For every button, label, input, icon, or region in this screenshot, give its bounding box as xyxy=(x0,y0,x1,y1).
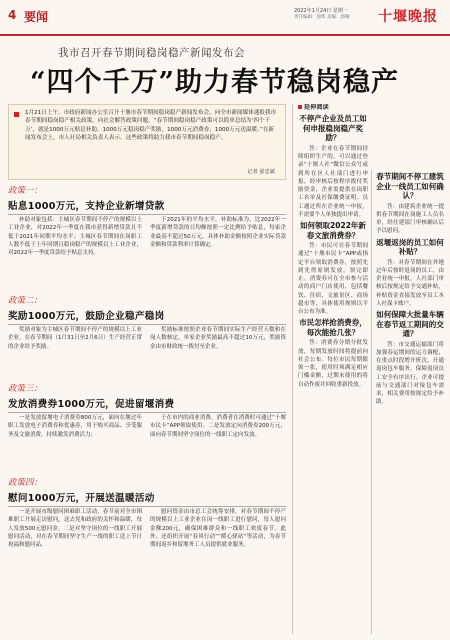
policy-title: 奖励1000万元，鼓励企业稳产稳岗 xyxy=(8,311,165,322)
article-column xyxy=(150,326,286,376)
main-headline: “四个千万”助力春节稳岗稳产 xyxy=(30,67,400,98)
paragraph: 于2021年的平均水平。补助标准为，比2022年一季度新增贷款的日均额按照一定比例给予贴息，每家企业最高不超过50万元，具体补助金额按照企业实际贷款金额和贷款利率计算确定。 xyxy=(150,217,286,248)
page-number: 4 xyxy=(8,8,17,22)
question-heading: 如何领取2022年新春文旅消费券？ xyxy=(300,221,366,240)
answer-text: 答：消费券分期分批发放，每期发放时间将提前向社会公布。每位市民每期限领一张，使用时须满足相应门槛金额，过期未使用的将自动作废并回收重新投放。 xyxy=(298,340,368,388)
paragraph: 奖励对象为主城区春节期间不停产的规模以上工业企业，在春节期间（1月31日至2月6日）生产经营正常的企业给予奖励。 xyxy=(8,327,142,350)
article-column xyxy=(8,216,142,288)
article-column xyxy=(150,508,286,634)
policy-kicker: 政策四： xyxy=(8,478,43,488)
lead-marker-icon xyxy=(14,112,19,117)
article-column xyxy=(8,414,142,472)
header-rule xyxy=(0,34,450,36)
divider xyxy=(8,214,286,215)
policy-heading-2 xyxy=(8,294,286,325)
article-column xyxy=(150,216,286,288)
policy-title: 发放消费券1000万元，促进留堰消费 xyxy=(8,399,175,410)
column-divider xyxy=(371,170,372,634)
paragraph: 慰问资金由市总工会统筹安排，对春节期间不停产的规模以上工业企业在岗一线职工进行慰问，每人慰问金额200元，确保困难群众和一线职工欢度春节。此外，还组织开展“春风行动”“暖心驿站”等活动，为春节期间返乡和留堰务工人员提供就业服务。 xyxy=(150,509,286,548)
section-name: 要闻 xyxy=(24,10,49,24)
lead-box xyxy=(8,104,286,180)
answer-text: 答：由建筑企业统一提供春节期间在岗施工人员名单，经住建部门审核确认后予以慰问。 xyxy=(376,203,444,235)
headline-kicker: 我市召开春节期间稳岗稳产新闻发布会 xyxy=(58,47,245,59)
lead-text: 1月21日上午，市政府新闻办公室召开十堰市春节期间稳岗稳产新闻发布会，向全市新闻媒体通报我市春节期间稳岗稳产相关政策，向社会解答政策问题。“春节期间稳岗稳产政策可以简单总结为‘四个千万’，就是1000万元贴息补助，1000万元稳岗稳产奖励，1000万元消费券，1000万元送温暖。”在新闻发布会上，市人社局相关负责人表示，这些政策将助力我市春节期间稳岗稳产。 xyxy=(25,110,277,142)
answer-text: 答：对春节期间在外地过年后按时返岗的员工，由企业统一申报，人社部门审核后按规定给予交通补贴，补贴资金直接发放至员工本人社保卡账户。 xyxy=(376,259,444,307)
page-header xyxy=(0,0,450,44)
paragraph: 一是开展市级慰问困难职工活动，春节前对全市困难职工开展走访慰问，送去党和政府的关怀和温暖，每人发放500元慰问金。二是对坚守岗位的一线职工开展慰问活动，对在春节期间坚守生产一线的职工送上节日祝福和慰问品。 xyxy=(8,509,142,548)
policy-kicker: 政策二： xyxy=(8,296,43,306)
policy-heading-1 xyxy=(8,184,286,215)
sidebar-column-1 xyxy=(298,104,368,634)
paragraph: 一是发放留堰电子消费券800万元，面向在堰过年职工发放电子消费券和优惠券，用于购买商品、享受服务及文旅消费，持续激发消费活力； xyxy=(8,415,142,438)
divider xyxy=(8,506,286,507)
byline: 记者 晏忠斌 xyxy=(247,168,275,175)
article-column xyxy=(8,508,142,634)
editor-credits: 责任编辑：徐辉 美编：郭琳 xyxy=(294,15,350,20)
issue-date: 2022年1月24日 星期一 xyxy=(294,8,348,14)
policy-title: 贴息1000万元，支持企业新增贷款 xyxy=(8,201,165,212)
sidebar-column-2 xyxy=(376,170,444,634)
answer-text: 答：市民可在春节期间通过“十堰市民卡”APP或指定平台领取消费券，按照先到先得原则发放，领完即止。消费券可在全市参与活动的商户门店使用，包括餐饮、住宿、文旅景区、商场超市等，具体使用规则以平台公布为准。 xyxy=(298,243,368,315)
policy-kicker: 政策一： xyxy=(8,186,43,196)
policy-kicker: 政策三： xyxy=(8,384,43,394)
paragraph: 于在市内的商业消费，消费者在消费时可通过“十堰市民卡”APP领取使用。二是发放定向消费券200万元，面向春节期间坚守岗位的一线职工定向发放。 xyxy=(150,415,286,438)
paragraph: 补助对象包括：主城区春节期间不停产的规模以上工业企业，对2022年一季度在我市获得新增贷款且不低于2021年同期平均水平；主城区春节期间在岗职工人数不低于上年同期且稳岗稳产的规模以上工业企业，对2022年一季度贷款给予贴息支持。 xyxy=(8,217,142,256)
paragraph: 奖励标准按照企业春节期间实际生产经营天数和在岗人数核定，单家企业奖励最高不超过10万元，奖励资金由市财政统一拨付至企业。 xyxy=(150,327,286,350)
policy-title: 慰问1000万元，开展送温暖活动 xyxy=(8,493,155,504)
answer-text: 答：市交通运输部门将加强春运期间的运力调配，在重点时段增开班次，开通返岗包车服务，保障返岗员工安全有序出行。企业可提前与交通部门对接包车需求，相关费用按规定给予补助。 xyxy=(376,341,444,406)
question-heading: 市民怎样抢消费券，每次能抢几张？ xyxy=(299,318,367,337)
divider xyxy=(8,412,286,413)
answer-text: 答：企业在春节期间持续组织生产的，可以通过登录“十堰人社”微信公众号或到所在区人社部门进行申报，经审核后按程序拨付奖励资金，企业需提供在岗职工名单及社保缴费证明。员工通过所在企业统一申报，不需要个人单独提出申请。 xyxy=(298,145,368,218)
article-column xyxy=(8,326,142,376)
question-heading: 春节期间不停工建筑企业一线员工如何确认？ xyxy=(376,172,444,200)
article-column xyxy=(150,414,286,472)
question-heading: 不停产企业及员工如何申报稳岗稳产奖励？ xyxy=(299,114,367,143)
divider xyxy=(8,324,286,325)
sidebar-section-label: 延伸阅读 xyxy=(298,104,368,112)
masthead-logo: 十堰晚报 xyxy=(378,9,438,25)
policy-heading-3 xyxy=(8,382,286,413)
column-divider xyxy=(292,104,293,634)
question-heading: 返堰返岗的员工如何补贴？ xyxy=(376,237,444,256)
question-heading: 如何保障大批量车辆在春节返工期间的交通？ xyxy=(376,310,444,338)
section-marker-icon xyxy=(298,105,302,109)
policy-heading-4 xyxy=(8,476,286,507)
